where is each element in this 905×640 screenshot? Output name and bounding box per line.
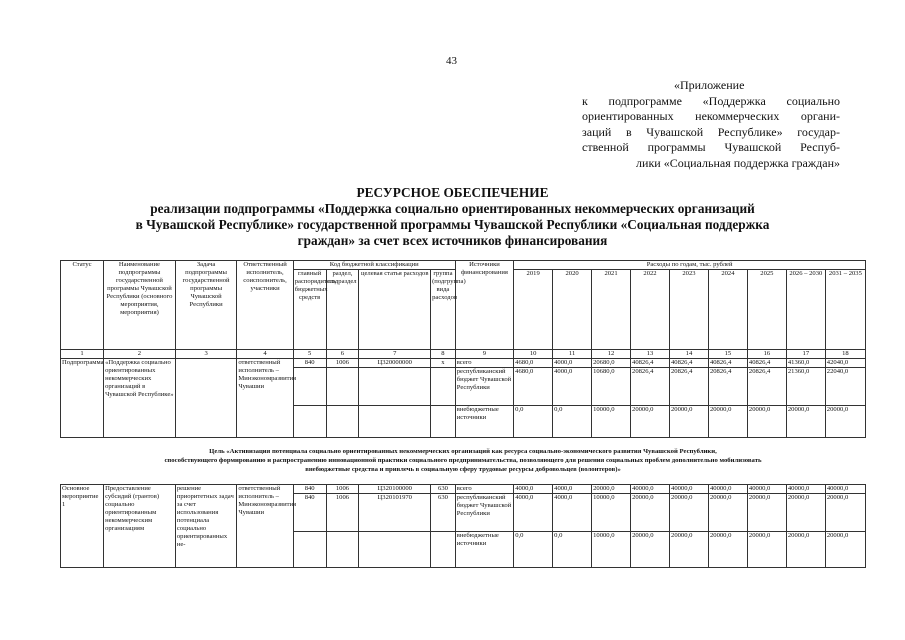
cell-group: 630 (431, 494, 456, 532)
header-name: Наименование подпрограммы государственной программы Чувашской Республики (основного мероприятия, мероприятия) (104, 261, 176, 350)
cell-value: 20000,0 (670, 494, 709, 532)
cell-target (359, 406, 431, 438)
column-number: 10 (514, 350, 553, 359)
cell-value: 4000,0 (553, 494, 592, 532)
cell-value: 20000,0 (669, 406, 708, 438)
cell-value: 0,0 (553, 406, 592, 438)
appendix-line: к подпрограмме «Поддержка социально (582, 93, 840, 108)
cell-value: 20000,0 (708, 494, 747, 532)
column-number: 2 (104, 350, 176, 359)
cell-value: 0,0 (553, 532, 592, 568)
cell-admin: 840 (293, 359, 326, 368)
cell-value: 42040,0 (825, 359, 865, 368)
appendix-note (582, 78, 840, 172)
cell-value: 4000,0 (514, 494, 553, 532)
cell-value: 0,0 (514, 406, 553, 438)
header-year: 2024 (708, 270, 747, 350)
column-number: 16 (747, 350, 786, 359)
cell-value: 0,0 (514, 532, 553, 568)
appendix-line: лики «Социальная поддержка граждан» (636, 155, 840, 170)
cell-value: 10000,0 (592, 532, 631, 568)
goal-line: внебюджетные средства и привлечь в социальную сферу трудовые ресурсы добровольцев (волонтеров)» (305, 466, 621, 473)
title-line: в Чувашской Республике» государственной программы Чувашской Республики «Социальная поддержка (135, 217, 770, 232)
cell-group (431, 368, 456, 406)
cell-value: 4000,0 (553, 368, 592, 406)
column-number: 3 (175, 350, 237, 359)
cell-value: 20000,0 (631, 494, 670, 532)
cell-value: 40000,0 (631, 485, 670, 494)
cell-source: всего (455, 359, 513, 368)
cell-value: 20000,0 (825, 494, 865, 532)
cell-value: 20000,0 (747, 406, 786, 438)
cell-value: 10680,0 (592, 368, 631, 406)
cell-admin (293, 368, 326, 406)
header-status: Статус (61, 261, 104, 350)
cell-value: 20826,4 (747, 368, 786, 406)
cell-value: 20826,4 (708, 368, 747, 406)
goal-statement (60, 447, 866, 474)
header-year: 2023 (669, 270, 708, 350)
header-year: 2019 (514, 270, 553, 350)
column-number-row (61, 350, 866, 359)
title-line: реализации подпрограммы «Поддержка социально ориентированных некоммерческих организаций (150, 201, 755, 216)
cell-value: 4000,0 (514, 485, 553, 494)
cell-target: Ц320100000 (359, 485, 431, 494)
cell-value: 40826,4 (747, 359, 786, 368)
cell-value: 40000,0 (670, 485, 709, 494)
cell-value: 40000,0 (825, 485, 865, 494)
cell-value: 4680,0 (514, 359, 553, 368)
header-target: целевая статья расходов (359, 270, 431, 350)
cell-section (326, 406, 359, 438)
resource-table-continued (60, 484, 866, 568)
table-row (61, 359, 866, 368)
header-sources: Источники финансирования (455, 261, 513, 350)
column-number: 7 (359, 350, 431, 359)
cell-value: 20826,4 (631, 368, 670, 406)
cell-source: внебюджетные источники (455, 532, 513, 568)
appendix-line: ориентированных некоммерческих органи- (582, 109, 840, 124)
cell-value: 20000,0 (708, 406, 747, 438)
document-title (80, 185, 825, 249)
cell-group: х (431, 359, 456, 368)
page-number: 43 (446, 55, 457, 67)
cell-source: республиканский бюджет Чувашской Республики (455, 368, 513, 406)
row-name: Предоставление субсидий (грантов) социально ориентированным некоммерческим организациям (104, 485, 176, 568)
cell-value: 20000,0 (825, 532, 865, 568)
cell-value: 40826,4 (631, 359, 670, 368)
row-responsible: ответственный исполнитель – Минэкономразвития Чувашии (237, 359, 293, 438)
row-name: «Поддержка социально ориентированных некоммерческих организаций в Чувашской Республике» (104, 359, 176, 438)
cell-value: 41360,0 (786, 359, 825, 368)
cell-value: 40826,4 (669, 359, 708, 368)
cell-target: Ц320101970 (359, 494, 431, 532)
cell-value: 20000,0 (786, 532, 825, 568)
cell-value: 10000,0 (592, 406, 631, 438)
header-year: 2022 (631, 270, 670, 350)
cell-value: 40000,0 (747, 485, 786, 494)
cell-section: 1006 (326, 485, 359, 494)
header-year: 2021 (592, 270, 631, 350)
column-number: 8 (431, 350, 456, 359)
column-number: 11 (553, 350, 592, 359)
column-number: 1 (61, 350, 104, 359)
cell-value: 20000,0 (786, 494, 825, 532)
cell-section (326, 368, 359, 406)
cell-value: 20000,0 (592, 485, 631, 494)
cell-value: 20000,0 (708, 532, 747, 568)
appendix-line: ственной программы Чувашской Респуб- (582, 140, 840, 155)
header-expenses: Расходы по годам, тыс. рублей (514, 261, 866, 270)
cell-value: 40826,4 (708, 359, 747, 368)
column-number: 13 (631, 350, 670, 359)
header-budget-code: Код бюджетной классификации (293, 261, 455, 270)
cell-source: внебюджетные источники (455, 406, 513, 438)
column-number: 5 (293, 350, 326, 359)
column-number: 14 (669, 350, 708, 359)
cell-admin: 840 (293, 494, 326, 532)
row-task: решение приоритетных задач за счет использования потенциала социально ориентированных не- (175, 485, 237, 568)
cell-value: 4680,0 (514, 368, 553, 406)
cell-value: 20000,0 (631, 532, 670, 568)
table-row (61, 485, 866, 494)
cell-target (359, 368, 431, 406)
column-number: 18 (825, 350, 865, 359)
cell-value: 10000,0 (592, 494, 631, 532)
cell-value: 20000,0 (747, 494, 786, 532)
title-line: РЕСУРСНОЕ ОБЕСПЕЧЕНИЕ (356, 185, 549, 200)
cell-value: 21360,0 (786, 368, 825, 406)
cell-group: 630 (431, 485, 456, 494)
header-responsible: Ответственный исполнитель, соисполнитель, участники (237, 261, 293, 350)
row-status: Подпрограмма (61, 359, 104, 438)
cell-value: 20826,4 (669, 368, 708, 406)
header-year: 2025 (747, 270, 786, 350)
header-admin: главный распорядитель бюджетных средств (293, 270, 326, 350)
cell-admin (293, 406, 326, 438)
cell-value: 20000,0 (786, 406, 825, 438)
appendix-line: заций в Чувашской Республике» государ- (582, 124, 840, 139)
cell-value: 20000,0 (631, 406, 670, 438)
cell-section: 1006 (326, 494, 359, 532)
header-section: раздел, подраздел (326, 270, 359, 350)
header-task: Задача подпрограммы государственной программы Чувашской Республики (175, 261, 237, 350)
header-year: 2020 (553, 270, 592, 350)
column-number: 12 (592, 350, 631, 359)
column-number: 6 (326, 350, 359, 359)
cell-value: 20680,0 (592, 359, 631, 368)
cell-target (359, 532, 431, 568)
cell-value: 20000,0 (747, 532, 786, 568)
cell-group (431, 406, 456, 438)
row-status: Основное мероприятие 1 (61, 485, 104, 568)
cell-source: всего (455, 485, 513, 494)
column-number: 4 (237, 350, 293, 359)
row-responsible: ответственный исполнитель – Минэкономразвития Чувашии (237, 485, 293, 568)
cell-admin: 840 (293, 485, 326, 494)
cell-admin (293, 532, 326, 568)
title-line: граждан» за счет всех источников финансирования (297, 233, 608, 248)
column-number: 15 (708, 350, 747, 359)
header-group: группа (подгруппа) вида расходов (431, 270, 456, 350)
cell-source: республиканский бюджет Чувашской Республики (455, 494, 513, 532)
header-year: 2026 – 2030 (786, 270, 825, 350)
cell-value: 4000,0 (553, 485, 592, 494)
cell-value: 40000,0 (786, 485, 825, 494)
appendix-line: «Приложение (674, 78, 745, 92)
column-number: 17 (786, 350, 825, 359)
goal-line: Цель «Активизация потенциала социально ориентированных некоммерческих организаций как ресурса социально-экономического развития Чувашской Республики, (209, 448, 717, 455)
header-year: 2031 – 2035 (825, 270, 865, 350)
column-number: 9 (455, 350, 513, 359)
row-task (175, 359, 237, 438)
cell-value: 40000,0 (708, 485, 747, 494)
cell-value: 4000,0 (553, 359, 592, 368)
goal-line: способствующего формированию и распространению инновационной практики социального предпринимательства, позволяющего для решения социальных проблем дополнительно мобилизовать (164, 457, 762, 464)
cell-section (326, 532, 359, 568)
cell-section: 1006 (326, 359, 359, 368)
cell-value: 20000,0 (670, 532, 709, 568)
resource-table (60, 260, 866, 438)
cell-value: 20000,0 (825, 406, 865, 438)
cell-group (431, 532, 456, 568)
cell-target: Ц320000000 (359, 359, 431, 368)
cell-value: 22040,0 (825, 368, 865, 406)
